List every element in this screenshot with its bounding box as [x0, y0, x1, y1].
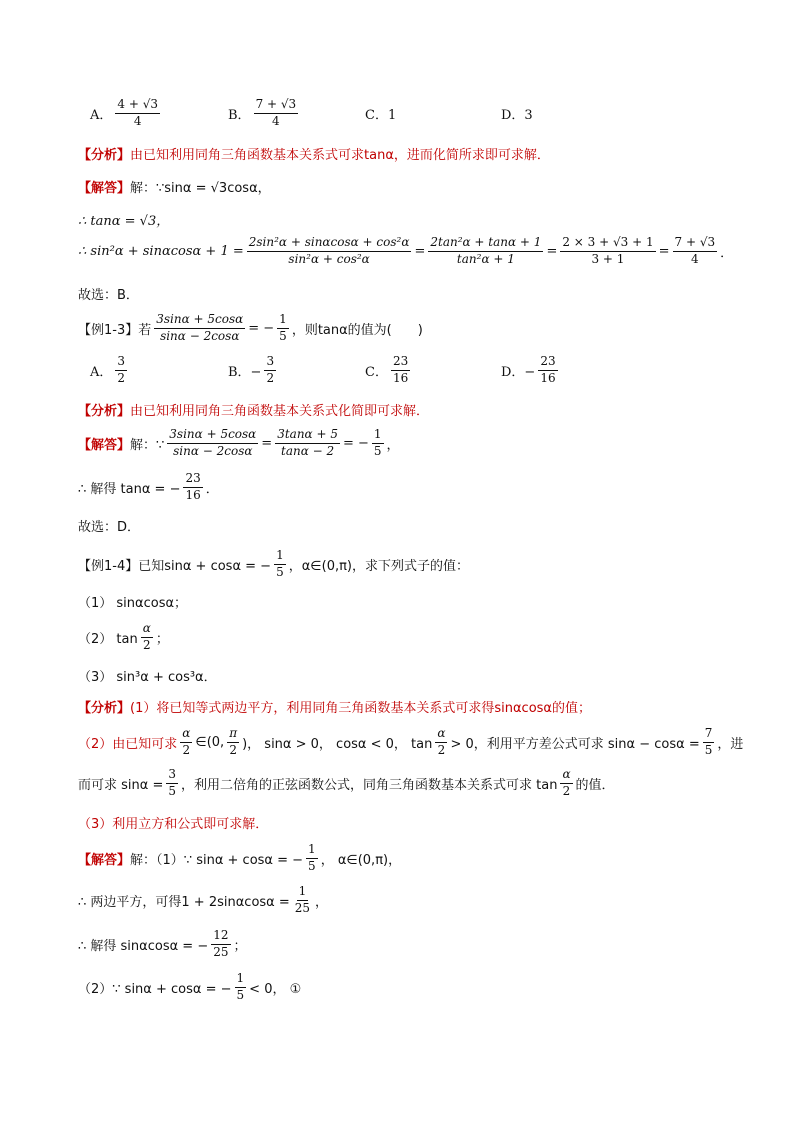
ex14-answer-2: ∴ 两边平方，可得1 + 2sinαcosα = $\frac{1}{25}$ ， [78, 884, 329, 915]
q1-fraction-1: $\frac{\text{2sin²α + sinαcosα + cos²α}}{\text{sin²α + cos²α}}$ [248, 235, 410, 266]
ex13-choose: 故选：D． [78, 520, 141, 535]
q1-option-a: A． $\frac{4 + √3}{4}$ [90, 97, 158, 128]
ex14-part2: （2） tan $\frac{\alpha}{2}$ ； [78, 621, 169, 652]
ex14-part3: （3） sin³α + cos³α． [78, 670, 217, 685]
q1-fraction-3: $\frac{2 \times 3 + √3 + 1}{3 + 1}$ [562, 235, 654, 266]
ex14-part1: （1） sinαcosα； [78, 596, 188, 611]
ex13-options [90, 355, 561, 386]
ex14-question: 【例1-4】 已知sinα + cosα = − $\frac{1}{5}$ ，α∈(0,π)，求下列式子的值： [78, 548, 470, 579]
ex14-analysis-3: 而可求 sinα = $\frac{3}{5}$ ，利用二倍角的正弦函数公式，同角三角函数基本关系式可求 tan $\frac{\alpha}{2}$ 的值． [78, 767, 615, 798]
q1-answer-line2: ∴ tanα = √3， [78, 214, 170, 229]
q1-option-b-fraction: $\frac{7 + √3}{4}$ [255, 97, 297, 128]
ex13-solve: ∴ 解得 tanα = − $\frac{23}{16}$ ． [78, 471, 219, 502]
ex13-option-a: A． $\frac{3}{2}$ [90, 354, 126, 385]
q1-options [90, 98, 533, 129]
ex13-question-rhs: $\frac{1}{5}$ [279, 312, 287, 343]
ex14-analysis: 【分析】 (1）将已知等式两边平方，利用同角三角函数基本关系式可求得sinαcosα的值； [78, 701, 591, 716]
ex13-question: 【例1-3】 若 $\frac{3\sin\alpha + 5\cos\alpha}{\sin\alpha - 2\cos\alpha}$ = − $\frac{1}{5}$ ，则tanα的值为( ) [78, 312, 423, 343]
q1-option-c: C．1 [365, 107, 397, 123]
ex14-answer-1: 【解答】 解：（1）∵ sinα + cosα = − $\frac{1}{5}$ ， α∈(0,π)， [78, 842, 402, 873]
ex14-analysis-4: （3）利用立方和公式即可求解． [78, 817, 269, 832]
ex13-answer: 【解答】 解：∵ $\frac{3\sin\alpha + 5\cos\alpha}{\sin\alpha - 2\cos\alpha}$ = $\frac{3\tan\alpha + 5}{\tan\alpha - 2}$ = − $\frac{1}{5}$ ， [78, 427, 400, 458]
q1-option-d: D．3 [501, 107, 533, 123]
ex13-option-b: B．− $\frac{3}{2}$ [228, 354, 275, 385]
q1-analysis: 【分析】 由已知利用同角三角函数基本关系式可求tanα，进而化简所求即可求解． [78, 148, 550, 163]
q1-fraction-4: $\frac{7 + √3}{4}$ [674, 235, 716, 266]
ex13-option-d: D．− $\frac{23}{16}$ [501, 354, 556, 385]
ex13-analysis: 【分析】 由已知利用同角三角函数基本关系式化简即可求解． [78, 404, 430, 419]
ex14-answer-4: （2）∵ sinα + cosα = − $\frac{1}{5}$ < 0， ① [78, 971, 302, 1002]
q1-answer-line3: ∴ sin²α + sinαcosα + 1 = $\frac{\text{2sin²α + sinαcosα + cos²α}}{\text{sin²α + cos²α}}$ = $\frac{\text{2tan²α + tanα + 1}}{\text{tan²α + 1}}$ = $\frac{2 \times 3 + √3 + 1}{3 + 1}$ = $\frac{7 + √3}{4}$ ． [78, 235, 734, 266]
ex14-analysis-2: （2）由已知可求 $\frac{\alpha}{2}$ ∈(0, $\frac{\pi}{2}$ )， sinα > 0， cosα < 0， tan $\frac{\alpha}{2}$ > 0，利用平方差公式可求 sinα − cosα = $\frac{7}{5}$ ，进 [78, 726, 744, 757]
q1-fraction-2: $\frac{\text{2tan²α + tanα + 1}}{\text{tan²α + 1}}$ [430, 235, 542, 266]
q1-option-a-fraction: $\frac{4 + √3}{4}$ [117, 97, 158, 128]
q1-answer: 【解答】 解：∵sinα = √3cosα， [78, 181, 271, 196]
q1-choose: 故选：B． [78, 288, 139, 303]
q1-option-b: B． $\frac{7 + √3}{4}$ [228, 97, 297, 128]
ex13-option-c: C． $\frac{23}{16}$ [365, 354, 409, 385]
ex13-question-fraction: $\frac{3\sin\alpha + 5\cos\alpha}{\sin\alpha - 2\cos\alpha}$ [156, 312, 244, 343]
ex14-answer-3: ∴ 解得 sinαcosα = − $\frac{12}{25}$ ； [78, 928, 247, 959]
